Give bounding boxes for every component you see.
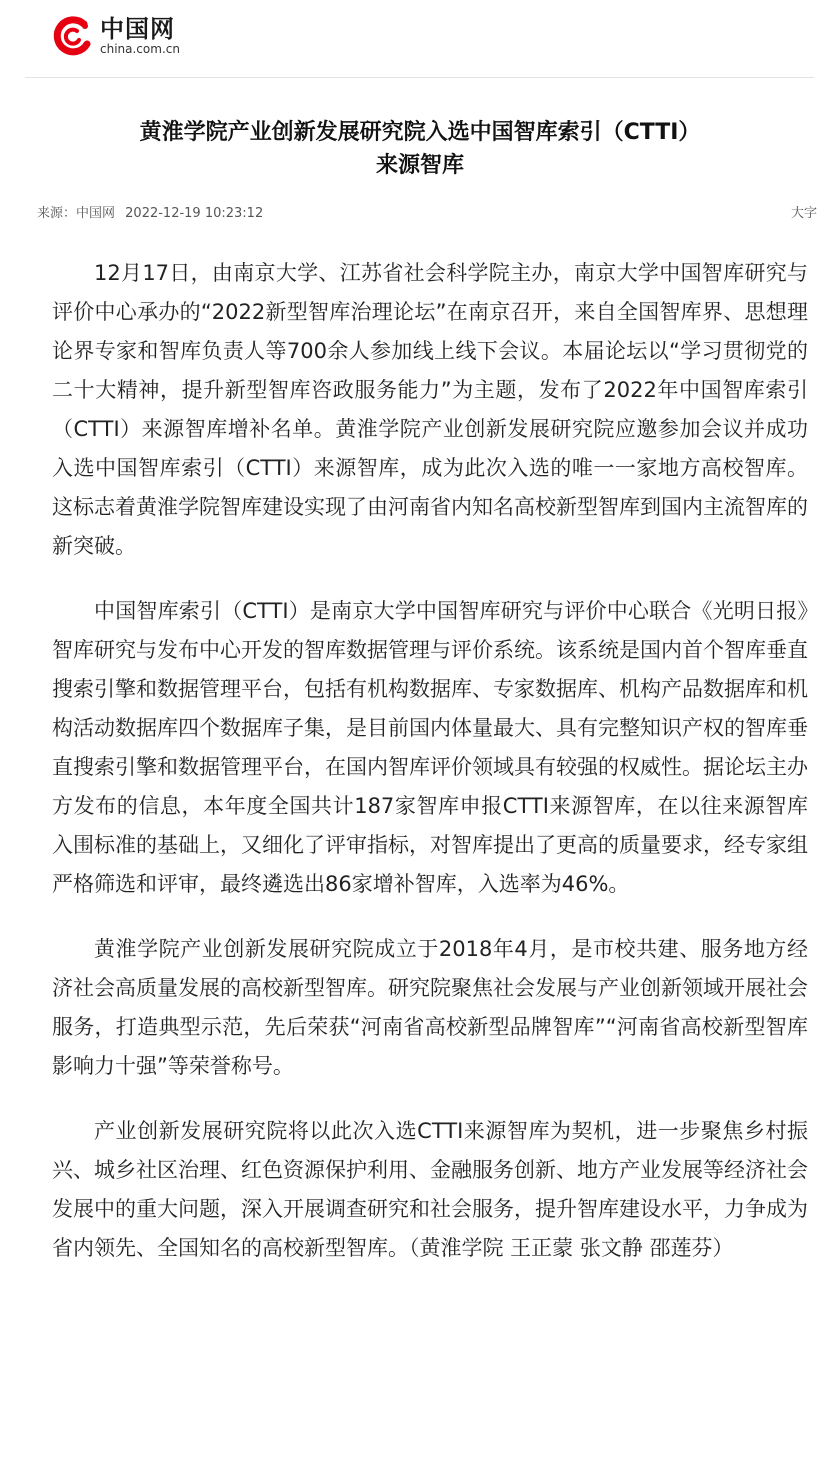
logo-chinese-name: 中国网 (100, 15, 175, 43)
title-line-2: 来源智库 (375, 153, 464, 178)
article-meta (37, 202, 269, 221)
site-header (0, 0, 839, 75)
logo-wordmark (100, 16, 180, 56)
china-com-cn-logo-icon (50, 14, 94, 58)
article-body (52, 254, 808, 1294)
header-divider (25, 77, 814, 78)
article-title (60, 116, 780, 182)
article-source: 来源：中国网 (37, 206, 116, 221)
logo-domain: china.com.cn (100, 42, 180, 56)
article-paragraph: 产业创新发展研究院将以此次入选CTTI来源智库为契机，进一步聚焦乡村振兴、城乡社区治理、红色资源保护利用、金融服务创新、地方产业发展等经济社会发展中的重大问题，深入开展调查研究和社会服务，提升智库建设水平，力争成为省内领先、全国知名的高校新型智库。（黄淮学院 王正蒙 张文静 邵莲芬） (52, 1119, 808, 1260)
article-paragraph: 12月17日，由南京大学、江苏省社会科学院主办，南京大学中国智库研究与评价中心承办的“2022新型智库治理论坛”在南京召开，来自全国智库界、思想理论界专家和智库负责人等700余人参加线上线下会议。本届论坛以“学习贯彻党的二十大精神，提升新型智库咨政服务能力”为主题，发布了2022年中国智库索引（CTTI）来源智库增补名单。黄淮学院产业创新发展研究院应邀参加会议并成功入选中国智库索引（CTTI）来源智库，成为此次入选的唯一一家地方高校智库。这标志着黄淮学院智库建设实现了由河南省内知名高校新型智库到国内主流智库的新突破。 (52, 261, 808, 558)
site-logo[interactable] (50, 14, 180, 58)
large-font-toggle[interactable]: 大字 (790, 206, 817, 221)
article-timestamp: 2022-12-19 10:23:12 (125, 206, 264, 221)
article-paragraph: 黄淮学院产业创新发展研究院成立于2018年4月，是市校共建、服务地方经济社会高质量发展的高校新型智库。研究院聚焦社会发展与产业创新领域开展社会服务，打造典型示范，先后荣获“河南省高校新型品牌智库”“河南省高校新型智库影响力十强”等荣誉称号。 (52, 937, 808, 1078)
title-line-1: 黄淮学院产业创新发展研究院入选中国智库索引（CTTI） (139, 120, 701, 145)
article-paragraph: 中国智库索引（CTTI）是南京大学中国智库研究与评价中心联合《光明日报》智库研究与发布中心开发的智库数据管理与评价系统。该系统是国内首个智库垂直搜索引擎和数据管理平台，包括有机构数据库、专家数据库、机构产品数据库和机构活动数据库四个数据库子集，是目前国内体量最大、具有完整知识产权的智库垂直搜索引擎和数据管理平台，在国内智库评价领域具有较强的权威性。据论坛主办方发布的信息，本年度全国共计187家智库申报CTTI来源智库，在以往来源智库入围标准的基础上，又细化了评审指标，对智库提出了更高的质量要求，经专家组严格筛选和评审，最终遴选出86家增补智库，入选率为46%。 (52, 599, 808, 896)
